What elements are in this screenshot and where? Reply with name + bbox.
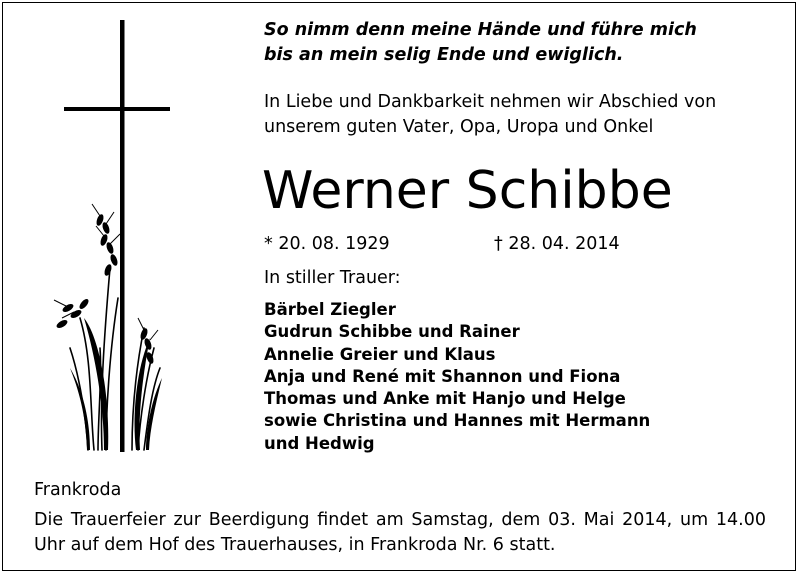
deceased-name: Werner Schibbe — [262, 161, 673, 221]
mourner-name: Anja und René mit Shannon und Fiona — [264, 366, 621, 386]
mourner-name: Bärbel Ziegler — [264, 300, 396, 319]
mourner-list — [264, 299, 650, 455]
motto-verse — [264, 18, 784, 68]
mourner-name: Thomas und Anke mit Hanjo und Helge — [264, 389, 626, 409]
mourner-name: sowie Christina und Hannes mit Hermann — [264, 411, 651, 431]
mourner-name: Gudrun Schibbe und Rainer — [264, 322, 520, 342]
death-date: † 28. 04. 2014 — [494, 234, 620, 254]
motto-line-1: So nimm denn meine Hände und führe mich — [264, 20, 697, 40]
intro-text — [264, 90, 784, 140]
funeral-notice: Die Trauerfeier zur Beerdigung findet am Samstag, dem 03. Mai 2014, um 14.00 Uhr auf dem Hof des Trauerhauses, in Frankroda Nr. 6 statt. — [34, 510, 766, 555]
mourner-name: und Hedwig — [264, 433, 375, 453]
intro-line-1: In Liebe und Dankbarkeit nehmen wir Abschied von — [264, 92, 717, 112]
mourning-label: In stiller Trauer: — [264, 268, 401, 288]
intro-line-2: unserem guten Vater, Opa, Uropa und Onkel — [264, 117, 654, 137]
birth-date: * 20. 08. 1929 — [264, 234, 390, 254]
place-name: Frankroda — [34, 480, 122, 500]
motto-line-2: bis an mein selig Ende und ewiglich. — [264, 45, 624, 65]
cross-with-wheat-icon — [40, 18, 190, 458]
mourner-name: Annelie Greier und Klaus — [264, 344, 496, 364]
